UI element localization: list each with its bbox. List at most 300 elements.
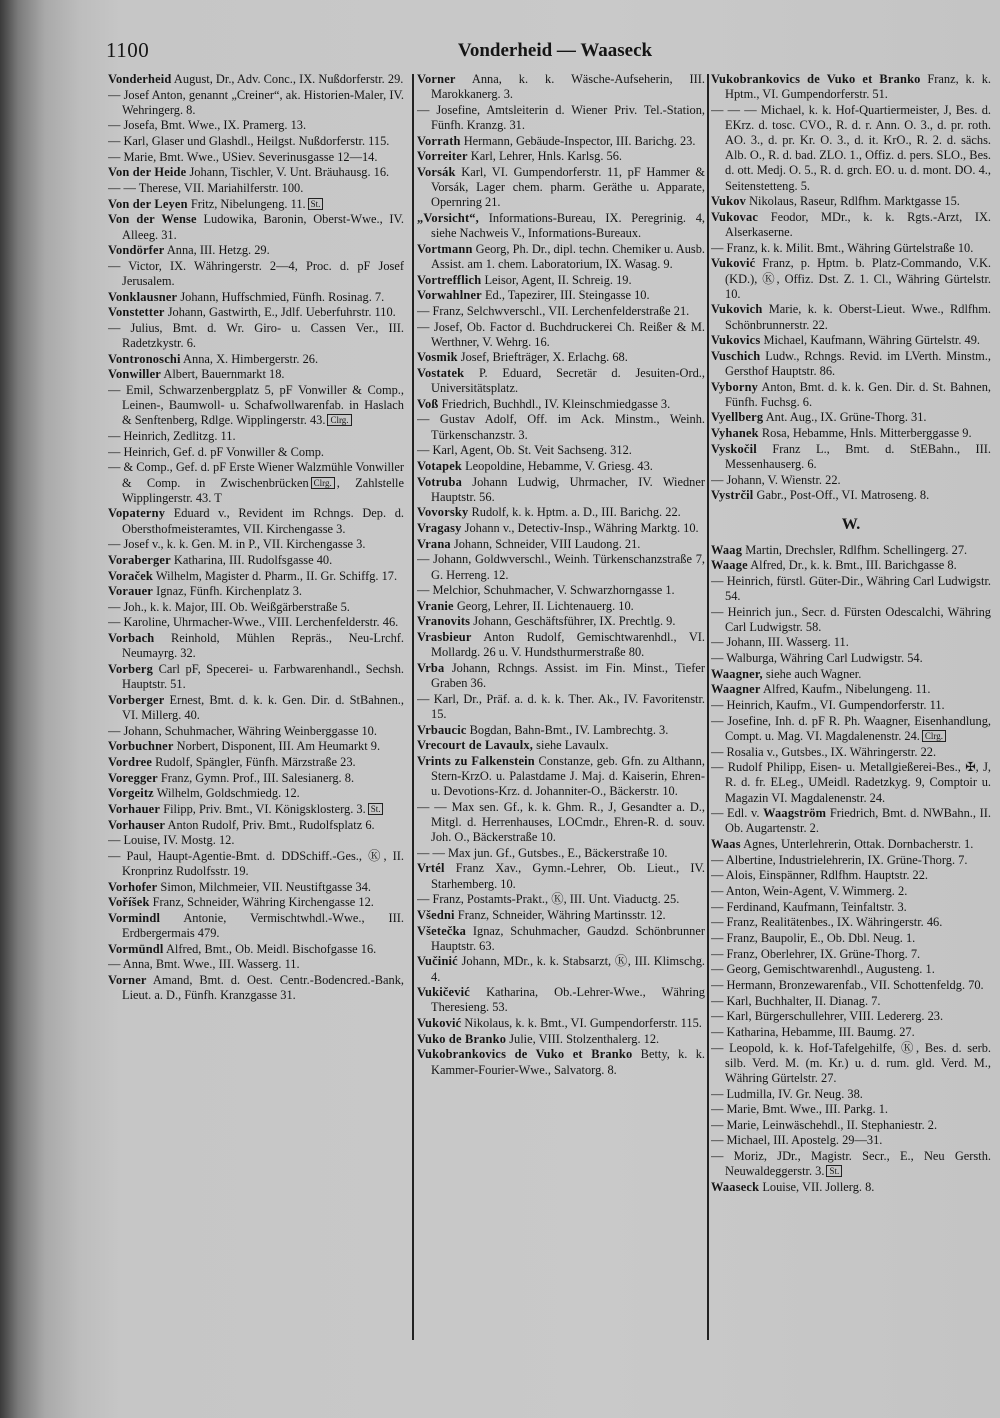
directory-entry — [711, 698, 991, 713]
directory-entry — [711, 900, 991, 915]
directory-entry — [711, 1102, 991, 1117]
entry-badge: St. — [308, 198, 324, 210]
directory-entry — [711, 410, 991, 425]
directory-entry — [417, 72, 705, 102]
directory-entry — [108, 600, 404, 615]
directory-entry — [108, 506, 404, 536]
entry-details: — Franz, Realitätenbes., IX. Währingerstr. 46. — [711, 915, 943, 930]
directory-entry — [108, 290, 404, 305]
entry-surname: Vopaterny — [108, 506, 166, 521]
directory-entry — [711, 994, 991, 1009]
directory-entry — [711, 302, 991, 332]
directory-entry — [417, 412, 705, 442]
directory-entry — [711, 978, 991, 993]
entry-surname: Vystrčil — [711, 488, 754, 503]
directory-entry — [417, 614, 705, 629]
entry-surname: Vonwiller — [108, 367, 161, 382]
entry-details: Michael, Kaufmann, Währing Gürtelstr. 49. — [760, 333, 981, 348]
directory-entry — [108, 134, 404, 149]
entry-surname: Vorhofer — [108, 879, 158, 894]
entry-details: Marie, k. k. Oberst-Lieut. Wwe., Rdlfhm. Schönbrunnerstr. 22. — [725, 302, 991, 332]
entry-details: — Franz, Postamts-Prakt., Ⓚ, III. Unt. Viaductg. 25. — [417, 892, 680, 907]
entry-details: — Leopold, k. k. Hof-Tafelgehilfe, Ⓚ, Bes. d. serb. silb. Verd. M. (m. Kr.) u. d. rum. gld. Verd. M., Währing Gürtelstr. 27. — [711, 1040, 991, 1085]
entry-surname: Voregger — [108, 770, 158, 785]
entry-surname: Vortmann — [417, 241, 473, 256]
entry-surname: Vorwahlner — [417, 288, 482, 303]
entry-details: Ed., Tapezirer, III. Steingasse 10. — [481, 288, 650, 303]
entry-surname: Vragasy — [417, 521, 462, 536]
entry-surname: Vrtél — [417, 861, 445, 876]
directory-entry — [711, 1041, 991, 1086]
directory-entry — [711, 1009, 991, 1024]
directory-entry — [417, 924, 705, 954]
entry-details: Wilhelm, Goldschmiedg. 12. — [153, 786, 300, 801]
entry-details: — Victor, IX. Währingerstr. 2—4, Proc. d. pF Josef Jerusalem. — [108, 258, 404, 289]
entry-details: Albert, Bauernmarkt 18. — [160, 367, 285, 382]
entry-surname: Vranovits — [417, 614, 471, 629]
entry-details: Johann, Rchngs. Assist. im Fin. Minst., Tiefer Graben 36. — [431, 660, 705, 691]
entry-details: Wilhelm, Magister d. Pharm., II. Gr. Schiffg. 17. — [153, 568, 398, 583]
directory-entry — [417, 505, 705, 520]
entry-surname: Vortrefflich — [417, 272, 482, 287]
entry-details: — Marie, Bmt. Wwe., III. Parkg. 1. — [711, 1102, 888, 1117]
entry-details: — Anton, Wein-Agent, V. Wimmerg. 2. — [711, 883, 908, 898]
entry-details: Johann, Geschäftsführer, IX. Prechtlg. 9. — [470, 614, 676, 629]
directory-entry — [417, 537, 705, 552]
directory-entry — [108, 569, 404, 584]
directory-entry — [417, 320, 705, 350]
entry-details: P. Eduard, Secretär d. Jesuiten-Ord., Universitätsplatz. — [431, 365, 705, 396]
entry-surname: Vonstetter — [108, 305, 165, 320]
directory-entry — [417, 1032, 705, 1047]
entry-details: Antonie, Vermischtwhdl.-Wwe., III. Erdbergermais 479. — [122, 910, 404, 941]
directory-entry — [108, 352, 404, 367]
directory-entry — [108, 631, 404, 661]
entry-details: Betty, k. k. Kammer-Fourier-Wwe., Salvatorg. 8. — [431, 1047, 705, 1077]
entry-details: Franz Xav., Gymn.-Lehrer, Ob. Lieut., IV. Starhemberg. 10. — [431, 861, 705, 891]
directory-entry — [417, 1016, 705, 1031]
entry-details: — Johann, III. Wasserg. 11. — [711, 635, 849, 650]
directory-entry — [108, 181, 404, 196]
directory-entry — [108, 305, 404, 320]
entry-details: Johann, Schneider, VIII Laudong. 21. — [450, 536, 641, 551]
directory-entry — [108, 383, 404, 428]
entry-details: — Melchior, Schuhmacher, V. Schwarzhorngasse 1. — [417, 583, 675, 598]
directory-entry — [417, 304, 705, 319]
directory-entry — [417, 242, 705, 272]
entry-badge: Clrg. — [327, 414, 351, 426]
entry-details: — Ferdinand, Kaufmann, Teinfaltstr. 3. — [711, 899, 907, 914]
entry-surname: Vukobrankovics de Vuko et Branko — [711, 72, 921, 86]
directory-entry — [417, 630, 705, 660]
entry-surname: Waage — [711, 558, 748, 573]
entry-details: — Franz, Oberlehrer, IX. Grüne-Thorg. 7. — [711, 946, 921, 961]
directory-entry — [711, 915, 991, 930]
directory-entry — [108, 243, 404, 258]
entry-details: Nikolaus, Raseur, Rdlfhm. Marktgasse 15. — [745, 194, 960, 209]
entry-details: — Katharina, Hebamme, III. Baumg. 27. — [711, 1024, 915, 1039]
entry-details: Louise, VII. Jollerg. 8. — [759, 1179, 875, 1194]
directory-entry — [417, 861, 705, 891]
entry-details: Amand, Bmt. d. Oest. Centr.-Bodencred.-Bank, Lieut. a. D., Fünfh. Kranzgasse 31. — [122, 973, 404, 1003]
entry-surname: Vrana — [417, 536, 451, 551]
directory-entry — [108, 895, 404, 910]
directory-entry — [417, 103, 705, 133]
entry-surname: Von der Wense — [108, 212, 197, 227]
directory-entry — [108, 212, 404, 242]
entry-details: — Gustav Adolf, Off. im Ack. Minstm., Weinh. Türkenschanzstr. 3. — [417, 412, 705, 442]
entry-surname: Vonderheid — [108, 72, 172, 86]
entry-surname: Vrecourt de Lavaulx, — [417, 738, 534, 753]
entry-details: Simon, Milchmeier, VII. Neustiftgasse 34. — [157, 879, 371, 894]
entry-details: — Emil, Schwarzenbergplatz 5, pF Vonwiller & Comp., Leinen-, Baumwoll- u. Schafwollwarenfab. in Haslach & Senftenberg, Rdlge. Wipplingerstr. 43. — [108, 383, 404, 428]
directory-entry — [108, 786, 404, 801]
directory-entry — [417, 397, 705, 412]
entry-details: — — Max jun. Gf., Gutsbes., E., Bäckerstraße 10. — [417, 845, 668, 860]
entry-badge: St. — [368, 803, 384, 815]
entry-details: Franz L., Bmt. d. StEBahn., III. Messenhauserg. 6. — [725, 441, 991, 471]
directory-entry — [417, 211, 705, 241]
entry-details: — Louise, IV. Mostg. 12. — [108, 833, 235, 848]
entry-details: — Marie, Bmt. Wwe., USiev. Severinusgasse 12—14. — [108, 149, 378, 164]
entry-details: Bogdan, Bahn-Bmt., IV. Lambrechtg. 3. — [466, 722, 669, 737]
entry-surname: Vorbach — [108, 631, 155, 646]
entry-badge: Clrg. — [311, 477, 335, 489]
entry-details: Johann, Gastwirth, E., Jdlf. Ueberfuhrstr. 110. — [164, 305, 396, 320]
directory-entry — [417, 165, 705, 210]
entry-details: Hermann, Gebäude-Inspector, III. Barichg. 23. — [460, 133, 696, 148]
entry-details: — Karoline, Uhrmacher-Wwe., VIII. Lerchenfelderstr. 46. — [108, 615, 399, 630]
entry-details: Ignaz, Schuhmacher, Gaudzd. Schönbrunner Hauptstr. 63. — [431, 923, 705, 953]
entry-surname: Voraberger — [108, 552, 171, 567]
entry-details: — Franz, Selchwverschl., VII. Lerchenfelderstraße 21. — [417, 303, 690, 318]
directory-entry — [711, 868, 991, 883]
directory-entry — [417, 459, 705, 474]
entry-details: — Michael, III. Apostelg. 29—31. — [711, 1133, 883, 1148]
entry-badge: Clrg. — [922, 730, 946, 742]
entry-surname: Vorhauser — [108, 817, 166, 832]
entry-surname: Waag — [711, 542, 743, 557]
section-heading: W. — [841, 516, 861, 534]
entry-details: Eduard v., Revident im Rchngs. Dep. d. Obersthofmeisteramtes, VII. Kirchengasse 3. — [122, 506, 404, 536]
entry-details: Georg, Ph. Dr., dipl. techn. Chemiker u. Ausb. Assist. am 1. chem. Laboratorium, IX. Wasag. 9. — [431, 241, 705, 271]
directory-entry — [108, 957, 404, 972]
directory-entry — [108, 321, 404, 351]
entry-details: Friedrich, Bmt. d. NWBahn., II. Ob. Augartenstr. 2. — [725, 806, 991, 836]
entry-surname: Waagström — [763, 806, 827, 821]
entry-details: Friedrich, Buchhdl., IV. Kleinschmiedgasse 3. — [438, 396, 671, 411]
entry-details: — Rosalia v., Gutsbes., IX. Währingerstr. 22. — [711, 744, 937, 759]
entry-details: Franz, Schneider, Währing Martinsstr. 12. — [454, 907, 666, 922]
directory-entry — [711, 574, 991, 604]
directory-entry — [417, 149, 705, 164]
entry-details: Julie, VIII. Stolzenthalerg. 12. — [506, 1031, 660, 1046]
entry-details: — Karl, Agent, Ob. St. Veit Sachseng. 312. — [417, 443, 632, 458]
directory-entry — [417, 443, 705, 458]
directory-entry — [108, 833, 404, 848]
entry-details: Anton Rudolf, Gemischtwarenhdl., VI. Mollardg. 26 u. V. Hundsthurmerstraße 80. — [431, 630, 705, 660]
directory-entry — [417, 738, 705, 753]
entry-details: Ludowika, Baronin, Oberst-Wwe., IV. Alleeg. 31. — [122, 212, 404, 242]
entry-surname: Vyhanek — [711, 426, 759, 441]
entry-details: — Josefine, Inh. d. pF R. Ph. Waagner, Eisenhandlung, Compt. u. Mag. VI. Magdalenenstr. 24. — [711, 713, 991, 743]
directory-entry — [417, 985, 705, 1015]
entry-surname: Vorauer — [108, 584, 153, 599]
entry-details: Franz, Schneider, Währing Kirchengasse 12. — [149, 895, 374, 910]
entry-surname: Vontronoschi — [108, 351, 181, 366]
entry-surname: Vorhauer — [108, 801, 161, 816]
column-right — [711, 72, 991, 1340]
entry-surname: Vordree — [108, 754, 153, 769]
entry-surname: Vukobrankovics de Vuko et Branko — [417, 1047, 633, 1062]
entry-details: Johann, Huffschmied, Fünfh. Rosinag. 7. — [177, 289, 385, 304]
directory-entry — [711, 635, 991, 650]
entry-details: Ernest, Bmt. d. k. k. Gen. Dir. d. StBahnen., VI. Millerg. 40. — [122, 692, 404, 722]
entry-details: Josef, Briefträger, X. Erlachg. 68. — [457, 350, 628, 365]
entry-details-cont: , Zahlstelle Wipplingerstr. 43. T — [122, 475, 404, 505]
entry-details: Nikolaus, k. k. Bmt., VI. Gumpendorferstr. 115. — [461, 1016, 702, 1031]
entry-details: Karl, Lehrer, Hnls. Karlsg. 56. — [467, 149, 623, 164]
entry-surname: Vukovac — [711, 209, 759, 224]
entry-details: Fritz, Nibelungeng. 11. — [187, 196, 306, 211]
directory-entry — [108, 615, 404, 630]
entry-details: — Rudolf Philipp, Eisen- u. Metallgießerei-Bes., ✠, J, R. d. fr. ELeg., UMeidl. Radetzkyg. 9, Comptoir u. Magazin VI. Magdalenenstr. 24. — [711, 760, 991, 805]
directory-entry — [108, 460, 404, 505]
directory-entry — [711, 884, 991, 899]
entry-details: — Josefine, Amtsleiterin d. Wiener Priv. Tel.-Station, Fünfh. Kranzg. 31. — [417, 102, 705, 132]
directory-entry — [417, 288, 705, 303]
entry-details: — Josefa, Bmt. Wwe., IX. Pramerg. 13. — [108, 118, 307, 133]
entry-details: — Karl, Buchhalter, II. Dianag. 7. — [711, 993, 881, 1008]
entry-details: siehe auch Wagner. — [762, 666, 862, 681]
entry-details: Rudolf, k. k. Hptm. a. D., III. Barichg. 22. — [468, 505, 681, 520]
directory-entry — [711, 1133, 991, 1148]
entry-surname: Vukov — [711, 194, 746, 209]
directory-entry — [417, 583, 705, 598]
entry-surname: Vrba — [417, 660, 445, 675]
entry-surname: Vorgeitz — [108, 786, 154, 801]
entry-details: Anton, Bmt. d. k. k. Gen. Dir. d. St. Bahnen, Fünfh. Fuchsg. 6. — [725, 379, 991, 409]
entry-details: siehe Lavaulx. — [533, 738, 609, 753]
entry-surname: Vorberg — [108, 661, 153, 676]
entry-details: Leopoldine, Hebamme, V. Griesg. 43. — [462, 458, 653, 473]
entry-surname: Voříšek — [108, 895, 150, 910]
directory-entry — [711, 1118, 991, 1133]
entry-badge: St. — [826, 1165, 842, 1177]
entry-details: — Marie, Leinwäschehdl., II. Stephaniestr. 2. — [711, 1117, 938, 1132]
entry-surname: Vranie — [417, 598, 454, 613]
entry-details: Anna, III. Hetzg. 29. — [164, 243, 270, 258]
directory-entry — [108, 662, 404, 692]
entry-surname: Voraček — [108, 568, 153, 583]
entry-details: Agnes, Unterlehrerin, Ottak. Dornbacherstr. 1. — [740, 837, 974, 851]
directory-entry — [711, 1180, 991, 1195]
directory-entry — [711, 947, 991, 962]
entry-details: Johann Ludwig, Uhrmacher, IV. Wiedner Hauptstr. 56. — [431, 474, 705, 504]
entry-surname: Všetečka — [417, 923, 467, 938]
entry-details: — Paul, Haupt-Agentie-Bmt. d. DDSchiff.-Ges., Ⓚ, II. Kronprinz Rudolfsstr. 19. — [108, 848, 404, 878]
directory-entry — [711, 962, 991, 977]
directory-entry — [417, 954, 705, 984]
entry-surname: Vorsák — [417, 164, 456, 179]
entry-surname: Vondörfer — [108, 243, 165, 258]
entry-details: Alfred, Bmt., Ob. Meidl. Bischofgasse 16. — [163, 941, 377, 956]
directory-entry — [108, 118, 404, 133]
entry-details: Katharina, III. Rudolfsgasse 40. — [170, 552, 333, 567]
directory-entry — [711, 256, 991, 301]
entry-surname: Vukovich — [711, 302, 763, 317]
directory-entry — [108, 165, 404, 180]
directory-entry — [108, 724, 404, 739]
directory-entry — [108, 802, 404, 817]
directory-entry — [417, 366, 705, 396]
entry-details: Feodor, MDr., k. k. Rgts.-Arzt, IX. Alserkaserne. — [725, 209, 991, 240]
entry-details: — Heinrich, Gef. d. pF Vonwiller & Comp. — [108, 444, 325, 459]
directory-entry — [711, 426, 991, 441]
entry-surname: Von der Heide — [108, 165, 187, 180]
entry-surname: Votapek — [417, 458, 463, 473]
directory-entry — [108, 771, 404, 786]
directory-entry — [711, 103, 991, 194]
entry-surname: Vučinić — [417, 954, 458, 969]
entry-details: — Alois, Einspänner, Rdlfhm. Hauptstr. 22. — [711, 868, 929, 883]
directory-entry — [417, 134, 705, 149]
entry-details: Informations-Bureau, IX. Peregrinig. 4, siehe Nachweis V., Informations-Bureaux. — [431, 210, 705, 241]
entry-surname: Vuko de Branko — [417, 1031, 507, 1046]
directory-entry — [417, 908, 705, 923]
entry-details: Filipp, Priv. Bmt., VI. Königsklosterg. 3. — [160, 801, 366, 816]
directory-entry — [711, 349, 991, 379]
directory-entry — [711, 667, 991, 682]
entry-surname: Vorner — [417, 72, 456, 86]
directory-entry — [711, 745, 991, 760]
directory-entry — [108, 942, 404, 957]
entry-surname: Vormindl — [108, 910, 161, 925]
directory-entry — [108, 693, 404, 723]
entry-details: — Franz, Baupolir, E., Ob. Dbl. Neug. 1. — [711, 930, 916, 945]
directory-entry — [711, 380, 991, 410]
entry-details: Katharina, Ob.-Lehrer-Wwe., Währing Theresieng. 53. — [431, 985, 705, 1015]
entry-details: — — Max sen. Gf., k. k. Ghm. R., J, Gesandter a. D., Mitgl. d. Herrenhauses, LOCmdr., Ehren-R. d. souv. Joh. O., Bäckerstraße 10. — [417, 799, 705, 845]
entry-surname: Vukičević — [417, 985, 470, 1000]
directory-entry — [711, 442, 991, 472]
entry-details: — Heinrich, Zedlitzg. 11. — [108, 429, 236, 444]
directory-entry — [711, 241, 991, 256]
column-divider — [707, 74, 709, 1340]
directory-entry — [711, 760, 991, 805]
entry-details: Constanze, geb. Gfn. zu Althann, Stern-KrzO. u. Palastdame J. Maj. d. Kaiserin, Ehren- u. Devotions-Krz. d. Johanniter-O., Bäckerstr. 10. — [431, 753, 705, 799]
entry-details: — — Therese, VII. Mariahilferstr. 100. — [108, 181, 304, 196]
entry-details: — Heinrich, Kaufm., VI. Gumpendorferstr. 11. — [711, 698, 945, 713]
directory-entry — [108, 880, 404, 895]
directory-entry — [417, 475, 705, 505]
entry-surname: Vyellberg — [711, 410, 764, 425]
directory-entry — [417, 692, 705, 722]
entry-surname: „Vorsicht“, — [417, 210, 479, 225]
entry-details: Karl, VI. Gumpendorferstr. 11, pF Hammer & Vorsák, Lager chem. pharm. Geräthe u. Apparate, Opernring 21. — [431, 164, 705, 210]
entry-details: — — — Michael, k. k. Hof-Quartiermeister, J, Bes. d. EKrz. d. tosc. CVO., R. d. r. Ann. O. 3., d. pr. roth. AO. 3., d. pr. Kr. O. 3., d. it. KrO., R. 2. d. sächs. Alb. O., R. d. bad. ZLO. 1., Offiz. d. pers. SLO., Bes. d. ott. Medj. O. 5., R. d. grch. EO. u. d. mont. DO. 4., Seitenstetteng. 5. — [711, 102, 991, 193]
entry-details: Georg, Lehrer, II. Lichtenauerg. 10. — [453, 598, 634, 613]
entry-surname: Vonklausner — [108, 289, 178, 304]
entry-details: — Josef, Ob. Factor d. Buchdruckerei Ch. Reißer & M. Werthner, V. Wehrg. 16. — [417, 319, 705, 349]
directory-entry — [711, 651, 991, 666]
entry-details: Reinhold, Mühlen Repräs., Neu-Lrchf. Neumayrg. 32. — [122, 631, 404, 661]
entry-surname: Waas — [711, 837, 741, 851]
directory-entry — [711, 473, 991, 488]
entry-details: Ignaz, Fünfh. Kirchenplatz 3. — [153, 584, 302, 599]
entry-details: — Walburga, Währing Carl Ludwigstr. 54. — [711, 651, 923, 666]
directory-entry — [108, 818, 404, 833]
directory-entry — [417, 661, 705, 691]
directory-entry — [108, 739, 404, 754]
column-middle — [417, 72, 705, 1340]
entry-details: Alfred, Kaufm., Nibelungeng. 11. — [760, 682, 931, 697]
column-divider — [412, 74, 414, 1340]
entry-details: Rosa, Hebamme, Hnls. Mitterberggasse 9. — [758, 426, 972, 441]
directory-entry — [711, 806, 991, 836]
directory-entry — [711, 488, 991, 503]
entry-details: — & Comp., Gef. d. pF Erste Wiener Walzmühle Vonwiller & Comp. in Zwischenbrücken — [108, 460, 404, 490]
entry-details: — Hermann, Bronzewarenfab., VII. Schottenfeldg. 70. — [711, 977, 984, 992]
directory-entry — [417, 846, 705, 861]
directory-entry — [711, 605, 991, 635]
entry-details: Norbert, Disponent, III. Am Heumarkt 9. — [173, 739, 381, 754]
entry-surname: Vuković — [417, 1016, 462, 1031]
directory-entry — [108, 88, 404, 118]
directory-entry — [711, 543, 991, 558]
entry-details: — Georg, Gemischtwarenhdl., Augusteng. 1. — [711, 962, 935, 977]
entry-details: Alfred, Dr., k. k. Bmt., III. Barichgasse 8. — [747, 558, 957, 573]
entry-details: Franz, Gymn. Prof., III. Salesianerg. 8. — [157, 770, 355, 785]
entry-details: Anna, k. k. Wäsche-Aufseherin, III. Marokkanerg. 3. — [431, 72, 705, 102]
directory-entry — [417, 273, 705, 288]
directory-entry — [417, 892, 705, 907]
directory-entry — [108, 150, 404, 165]
entry-surname: Vrasbieur — [417, 630, 472, 645]
directory-entry — [108, 259, 404, 289]
entry-surname: Vorrath — [417, 133, 461, 148]
entry-details: — Karl, Bürgerschullehrer, VIII. Ledererg. 23. — [711, 1009, 944, 1024]
directory-entry — [711, 210, 991, 240]
entry-surname: Vyskočil — [711, 441, 757, 456]
directory-entry — [711, 837, 991, 852]
entry-details: — Johann, Schuhmacher, Währing Weinberggasse 10. — [108, 723, 377, 738]
entry-surname: Von der Leyen — [108, 196, 188, 211]
entry-surname: Všedni — [417, 907, 455, 922]
directory-entry — [711, 1087, 991, 1102]
directory-entry — [417, 800, 705, 845]
entry-surname: Waagner — [711, 682, 761, 697]
directory-entry — [108, 553, 404, 568]
directory-entry — [108, 911, 404, 941]
directory-entry — [108, 755, 404, 770]
entry-surname: Vukovics — [711, 333, 761, 348]
entry-details: Anna, X. Himbergerstr. 26. — [180, 351, 319, 366]
entry-details: — Albertine, Industrielehrerin, IX. Grüne-Thorg. 7. — [711, 852, 968, 867]
directory-entry — [711, 333, 991, 348]
entry-details: August, Dr., Adv. Conc., IX. Nußdorferstr. 29. — [171, 72, 404, 86]
directory-entry — [417, 521, 705, 536]
entry-details: — Johann, Goldwverschl., Weinh. Türkenschanzstraße 7, G. Herreng. 12. — [417, 552, 705, 582]
entry-details: — Anna, Bmt. Wwe., III. Wasserg. 11. — [108, 957, 300, 972]
directory-entry — [711, 194, 991, 209]
directory-entry — [711, 853, 991, 868]
directory-entry — [108, 429, 404, 444]
entry-details: — Heinrich jun., Secr. d. Fürsten Odescalchi, Währing Carl Ludwigstr. 58. — [711, 604, 991, 634]
directory-entry — [108, 973, 404, 1003]
directory-entry — [108, 72, 404, 87]
directory-entry — [417, 723, 705, 738]
